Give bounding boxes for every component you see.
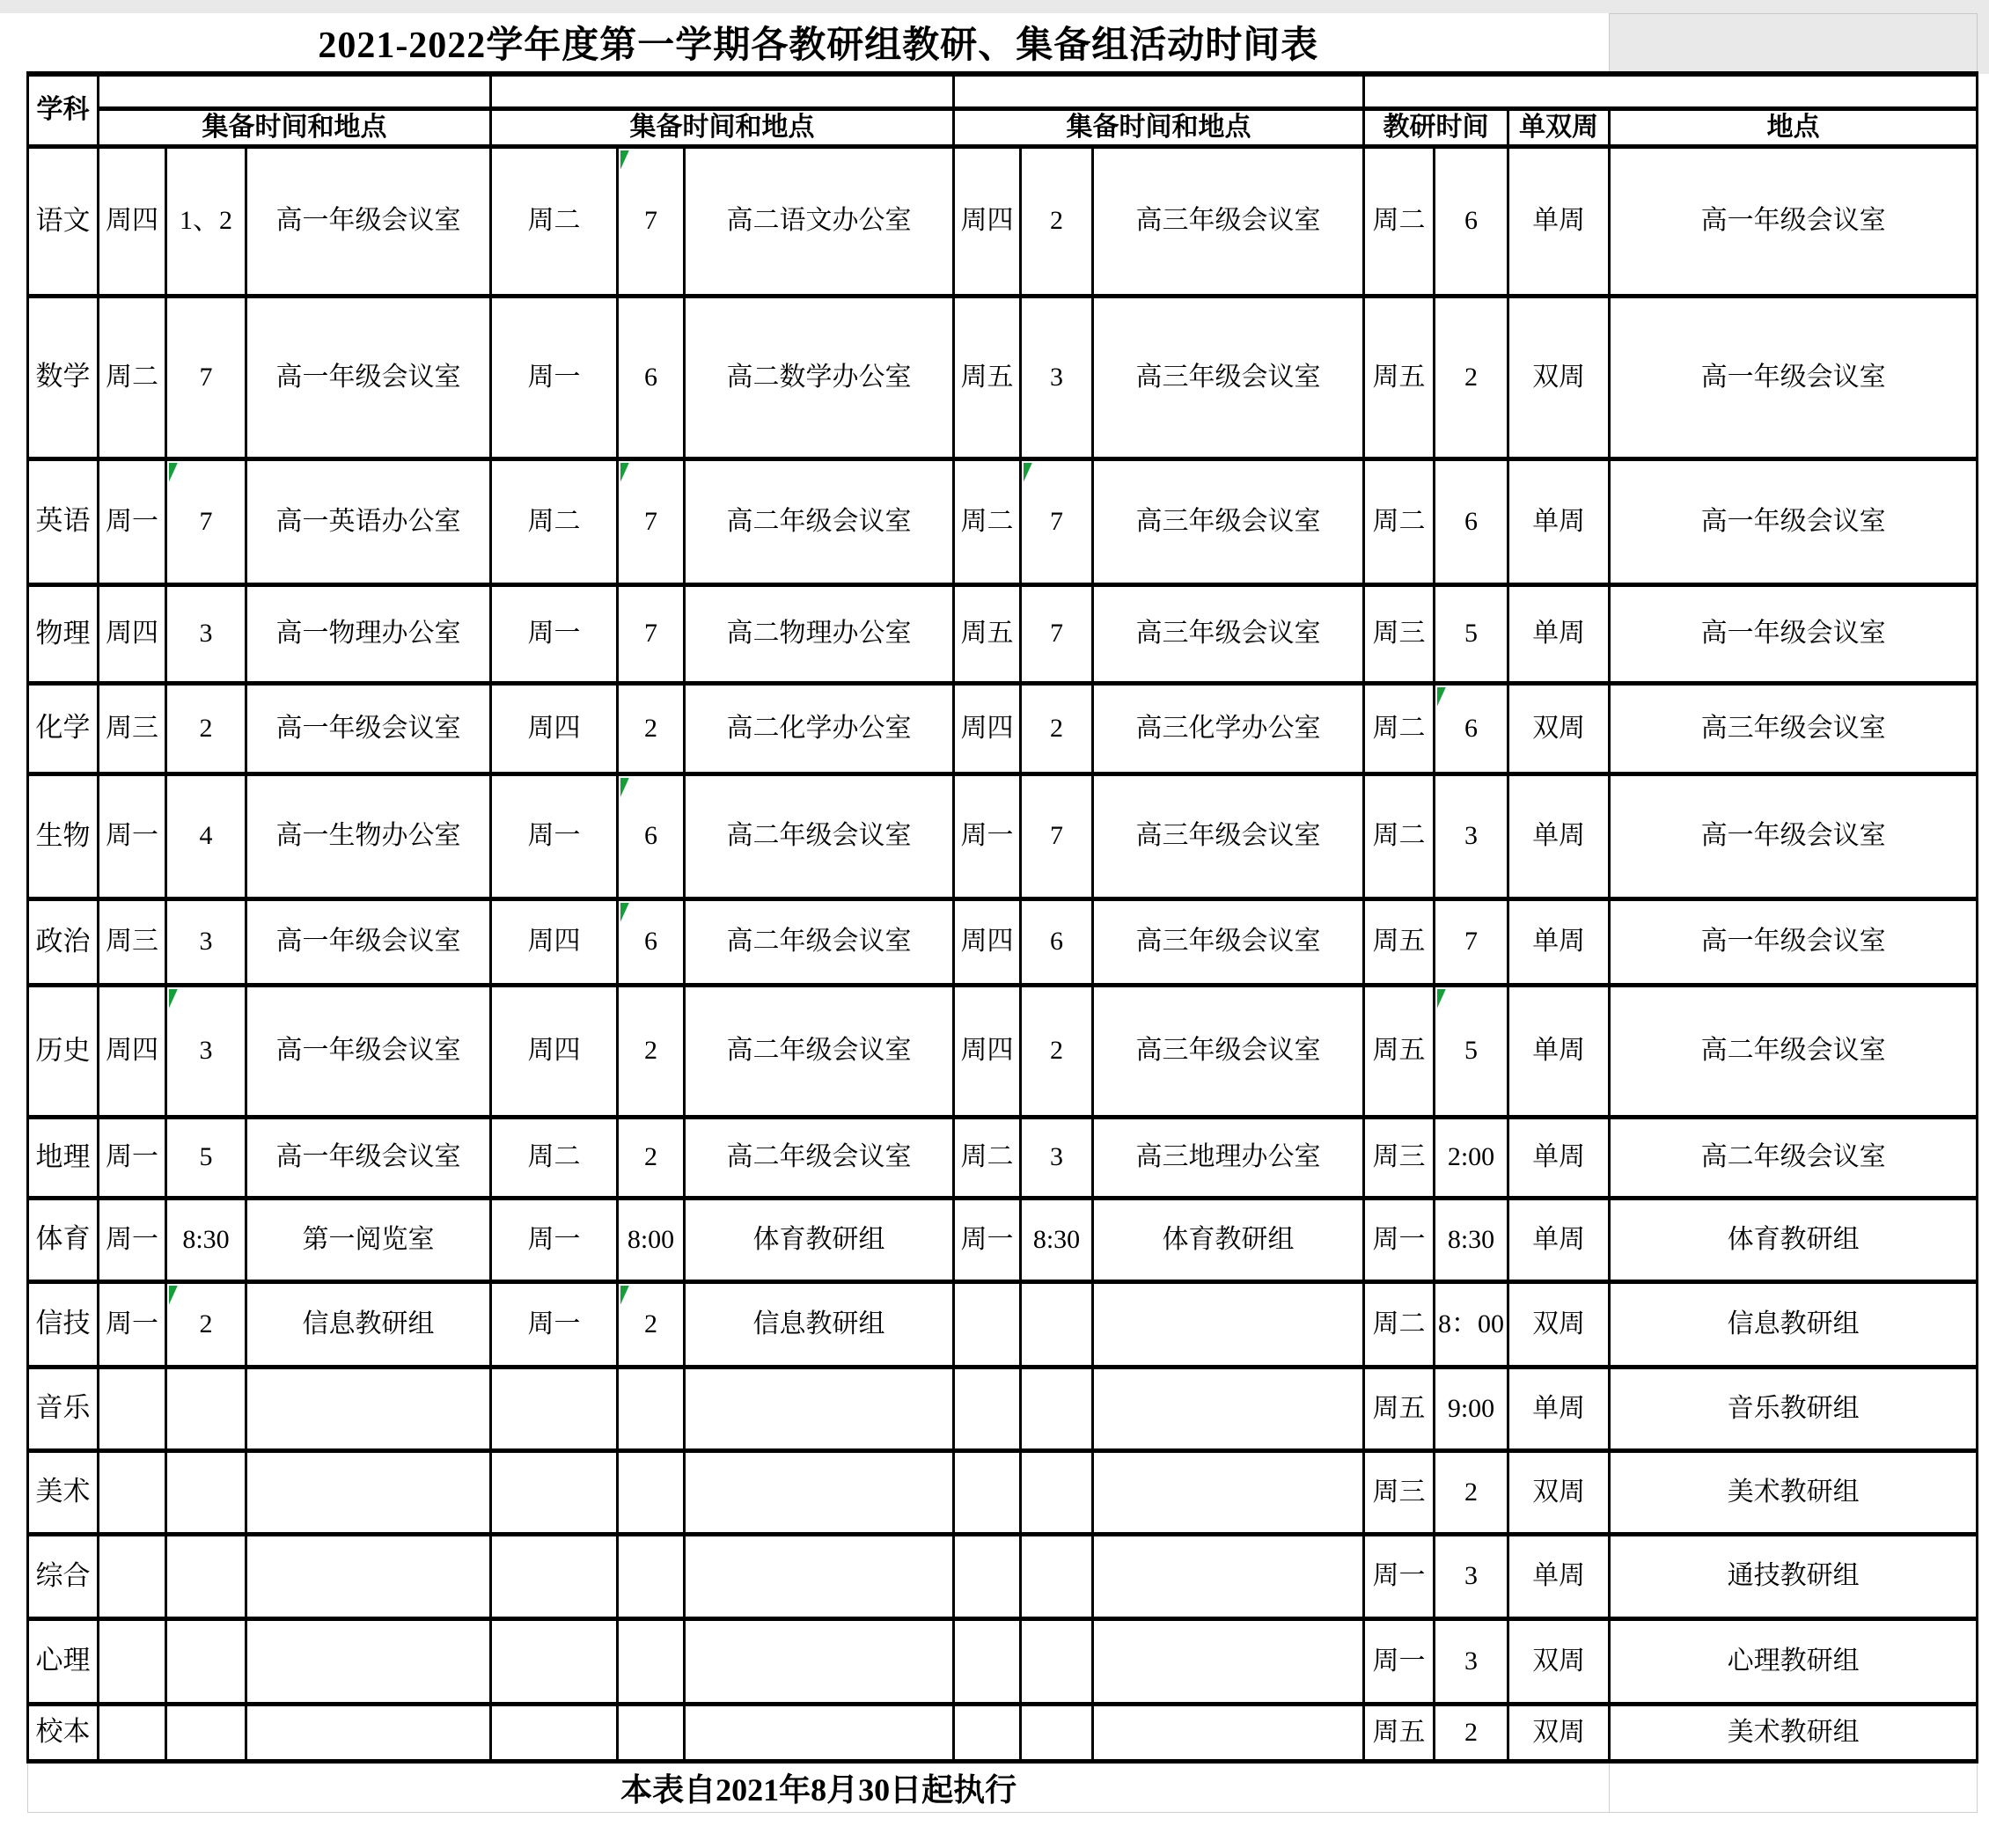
cell-lishi-jy-day: 周五	[1364, 985, 1435, 1117]
table-row-yuwen	[28, 146, 1978, 296]
cell-meishu-jb2-place	[685, 1450, 954, 1534]
cell-zhengzhi-jb2-day: 周四	[491, 898, 618, 985]
cell-huaxue-jb2-day: 周四	[491, 683, 618, 774]
cell-yuwen-jb1-day: 周四	[99, 146, 166, 296]
header-place: 地点	[1610, 109, 1978, 147]
text-format-indicator-icon	[1437, 687, 1446, 707]
page-title: 2021-2022学年度第一学期各教研组教研、集备组活动时间表	[28, 14, 1610, 74]
cell-zonghe-subject: 综合	[28, 1534, 99, 1618]
cell-lishi-jb1-day: 周四	[99, 985, 166, 1117]
cell-wuli-subject: 物理	[28, 584, 99, 683]
cell-tiyu-jb1-place: 第一阅览室	[246, 1198, 491, 1281]
cell-yuwen-jy-day: 周二	[1364, 146, 1435, 296]
cell-yuwen-week-type: 单周	[1508, 146, 1610, 296]
cell-tiyu-jy-time: 8:30	[1435, 1198, 1508, 1281]
cell-dili-jb3-period: 3	[1021, 1117, 1093, 1198]
cell-meishu-jb2-day	[491, 1450, 618, 1534]
cell-tiyu-jb3-place: 体育教研组	[1093, 1198, 1364, 1281]
cell-yingyu-jb1-period: 7	[166, 458, 246, 584]
cell-wuli-jb2-place: 高二物理办公室	[685, 584, 954, 683]
cell-lishi-jb3-period: 2	[1021, 985, 1093, 1117]
cell-zonghe-jb1-period	[166, 1534, 246, 1618]
cell-zonghe-jb3-place	[1093, 1534, 1364, 1618]
cell-yuwen-jb3-day: 周四	[954, 146, 1021, 296]
text-format-indicator-icon	[169, 463, 178, 482]
cell-dili-jy-time: 2:00	[1435, 1117, 1508, 1198]
cell-xiaoben-jb3-place	[1093, 1704, 1364, 1761]
cell-lishi-jb2-place: 高二年级会议室	[685, 985, 954, 1117]
cell-xiaoben-jb2-period	[618, 1704, 685, 1761]
activity-schedule-table	[26, 13, 1978, 1813]
cell-dili-jy-place: 高二年级会议室	[1610, 1117, 1978, 1198]
cell-huaxue-jb3-period: 2	[1021, 683, 1093, 774]
header-spacer-group2	[491, 74, 954, 109]
cell-shengwu-jb2-period: 6	[618, 774, 685, 898]
cell-wuli-jy-day: 周三	[1364, 584, 1435, 683]
cell-xinji-jb1-day: 周一	[99, 1281, 166, 1367]
cell-zonghe-jy-day: 周一	[1364, 1534, 1435, 1618]
cell-yingyu-jb3-place: 高三年级会议室	[1093, 458, 1364, 584]
cell-yuwen-jb3-place: 高三年级会议室	[1093, 146, 1364, 296]
header-row-top	[28, 74, 1978, 109]
cell-yinyue-jb2-day	[491, 1367, 618, 1450]
cell-zhengzhi-subject: 政治	[28, 898, 99, 985]
cell-lishi-jy-time: 5	[1435, 985, 1508, 1117]
cell-tiyu-jb2-place: 体育教研组	[685, 1198, 954, 1281]
text-format-indicator-icon	[620, 150, 629, 170]
cell-shuxue-jb3-period: 3	[1021, 296, 1093, 458]
cell-wuli-jb3-period: 7	[1021, 584, 1093, 683]
cell-meishu-jy-time: 2	[1435, 1450, 1508, 1534]
cell-shengwu-jb1-day: 周一	[99, 774, 166, 898]
cell-xinli-week-type: 双周	[1508, 1618, 1610, 1704]
cell-huaxue-jy-place: 高三年级会议室	[1610, 683, 1978, 774]
cell-yinyue-jb1-place	[246, 1367, 491, 1450]
cell-lishi-week-type: 单周	[1508, 985, 1610, 1117]
cell-zhengzhi-jb1-period: 3	[166, 898, 246, 985]
cell-huaxue-jb1-period: 2	[166, 683, 246, 774]
cell-shengwu-jb3-place: 高三年级会议室	[1093, 774, 1364, 898]
cell-yinyue-jy-place: 音乐教研组	[1610, 1367, 1978, 1450]
header-research-time: 教研时间	[1364, 109, 1508, 147]
table-row-yinyue	[28, 1367, 1978, 1450]
cell-shuxue-jb3-place: 高三年级会议室	[1093, 296, 1364, 458]
cell-shuxue-jy-day: 周五	[1364, 296, 1435, 458]
text-format-indicator-icon	[620, 778, 629, 797]
cell-meishu-jb1-place	[246, 1450, 491, 1534]
cell-dili-jb2-period: 2	[618, 1117, 685, 1198]
title-row	[28, 14, 1978, 74]
cell-xinli-jy-place: 心理教研组	[1610, 1618, 1978, 1704]
cell-tiyu-jy-day: 周一	[1364, 1198, 1435, 1281]
cell-dili-jb2-day: 周二	[491, 1117, 618, 1198]
cell-dili-jb3-day: 周二	[954, 1117, 1021, 1198]
cell-meishu-week-type: 双周	[1508, 1450, 1610, 1534]
cell-lishi-jb2-day: 周四	[491, 985, 618, 1117]
cell-dili-jb2-place: 高二年级会议室	[685, 1117, 954, 1198]
cell-xinji-jb1-place: 信息教研组	[246, 1281, 491, 1367]
cell-xinji-jb2-place: 信息教研组	[685, 1281, 954, 1367]
cell-yinyue-week-type: 单周	[1508, 1367, 1610, 1450]
cell-zhengzhi-jy-time: 7	[1435, 898, 1508, 985]
cell-shengwu-subject: 生物	[28, 774, 99, 898]
cell-xinli-jb3-day	[954, 1618, 1021, 1704]
cell-shuxue-jb1-place: 高一年级会议室	[246, 296, 491, 458]
cell-xiaoben-jb1-place	[246, 1704, 491, 1761]
cell-tiyu-jb3-day: 周一	[954, 1198, 1021, 1281]
cell-wuli-week-type: 单周	[1508, 584, 1610, 683]
cell-zonghe-jy-time: 3	[1435, 1534, 1508, 1618]
cell-huaxue-jb1-place: 高一年级会议室	[246, 683, 491, 774]
header-subject: 学科	[28, 74, 99, 147]
cell-lishi-jb3-day: 周四	[954, 985, 1021, 1117]
cell-yinyue-jb3-day	[954, 1367, 1021, 1450]
cell-dili-jb1-day: 周一	[99, 1117, 166, 1198]
header-week-type: 单双周	[1508, 109, 1610, 147]
cell-huaxue-jb3-day: 周四	[954, 683, 1021, 774]
cell-shengwu-jb1-place: 高一生物办公室	[246, 774, 491, 898]
cell-yinyue-jb1-period	[166, 1367, 246, 1450]
header-group2: 集备时间和地点	[491, 109, 954, 147]
cell-yinyue-jb2-period	[618, 1367, 685, 1450]
table-row-zhengzhi	[28, 898, 1978, 985]
cell-xinji-jy-place: 信息教研组	[1610, 1281, 1978, 1367]
cell-yingyu-jb2-period: 7	[618, 458, 685, 584]
cell-xinji-jb3-place	[1093, 1281, 1364, 1367]
cell-xiaoben-jb3-day	[954, 1704, 1021, 1761]
spreadsheet-top-margin	[0, 0, 1989, 13]
cell-xiaoben-jb2-place	[685, 1704, 954, 1761]
cell-xinji-jb3-day	[954, 1281, 1021, 1367]
cell-yingyu-week-type: 单周	[1508, 458, 1610, 584]
cell-tiyu-jb3-period: 8:30	[1021, 1198, 1093, 1281]
cell-dili-subject: 地理	[28, 1117, 99, 1198]
cell-shuxue-jb1-period: 7	[166, 296, 246, 458]
cell-yuwen-jb3-period: 2	[1021, 146, 1093, 296]
cell-yuwen-jb2-period: 7	[618, 146, 685, 296]
cell-zhengzhi-jb2-period: 6	[618, 898, 685, 985]
table-row-wuli	[28, 584, 1978, 683]
cell-shengwu-jb2-day: 周一	[491, 774, 618, 898]
cell-wuli-jb1-period: 3	[166, 584, 246, 683]
cell-wuli-jy-place: 高一年级会议室	[1610, 584, 1978, 683]
cell-xiaoben-subject: 校本	[28, 1704, 99, 1761]
cell-yingyu-jy-day: 周二	[1364, 458, 1435, 584]
cell-yingyu-jb1-day: 周一	[99, 458, 166, 584]
cell-zonghe-jb2-day	[491, 1534, 618, 1618]
cell-zhengzhi-jb3-period: 6	[1021, 898, 1093, 985]
cell-meishu-jb1-period	[166, 1450, 246, 1534]
header-spacer-group3	[954, 74, 1364, 109]
cell-shengwu-jy-time: 3	[1435, 774, 1508, 898]
cell-xinli-jy-day: 周一	[1364, 1618, 1435, 1704]
cell-xinli-subject: 心理	[28, 1618, 99, 1704]
cell-meishu-jy-day: 周三	[1364, 1450, 1435, 1534]
cell-wuli-jb2-period: 7	[618, 584, 685, 683]
cell-tiyu-jb1-period: 8:30	[166, 1198, 246, 1281]
cell-yinyue-jy-day: 周五	[1364, 1367, 1435, 1450]
cell-meishu-jb3-place	[1093, 1450, 1364, 1534]
cell-zhengzhi-jb3-day: 周四	[954, 898, 1021, 985]
cell-yingyu-jy-place: 高一年级会议室	[1610, 458, 1978, 584]
cell-shuxue-jy-time: 2	[1435, 296, 1508, 458]
cell-xiaoben-jy-time: 2	[1435, 1704, 1508, 1761]
title-side-empty-cell	[1610, 14, 1978, 74]
cell-meishu-jb3-period	[1021, 1450, 1093, 1534]
text-format-indicator-icon	[1024, 463, 1032, 482]
footer-side-empty-cell	[1610, 1761, 1978, 1812]
table-row-xinji	[28, 1281, 1978, 1367]
cell-lishi-jb3-place: 高三年级会议室	[1093, 985, 1364, 1117]
cell-lishi-jb1-place: 高一年级会议室	[246, 985, 491, 1117]
cell-wuli-jb3-place: 高三年级会议室	[1093, 584, 1364, 683]
cell-zhengzhi-jy-place: 高一年级会议室	[1610, 898, 1978, 985]
cell-shengwu-jb1-period: 4	[166, 774, 246, 898]
table-row-dili	[28, 1117, 1978, 1198]
cell-xiaoben-jb2-day	[491, 1704, 618, 1761]
cell-dili-jb3-place: 高三地理办公室	[1093, 1117, 1364, 1198]
cell-yingyu-jb3-period: 7	[1021, 458, 1093, 584]
cell-yinyue-jb1-day	[99, 1367, 166, 1450]
cell-xinli-jy-time: 3	[1435, 1618, 1508, 1704]
cell-meishu-jb3-day	[954, 1450, 1021, 1534]
cell-yinyue-jb2-place	[685, 1367, 954, 1450]
cell-lishi-jy-place: 高二年级会议室	[1610, 985, 1978, 1117]
cell-shengwu-week-type: 单周	[1508, 774, 1610, 898]
cell-huaxue-week-type: 双周	[1508, 683, 1610, 774]
table-row-huaxue	[28, 683, 1978, 774]
header-group3: 集备时间和地点	[954, 109, 1364, 147]
cell-yuwen-jb1-period: 1、2	[166, 146, 246, 296]
cell-shuxue-week-type: 双周	[1508, 296, 1610, 458]
cell-xinji-subject: 信技	[28, 1281, 99, 1367]
cell-xiaoben-jb1-period	[166, 1704, 246, 1761]
cell-xinli-jb2-period	[618, 1618, 685, 1704]
cell-shengwu-jb3-period: 7	[1021, 774, 1093, 898]
cell-xinli-jb1-place	[246, 1618, 491, 1704]
cell-xinji-jb2-period: 2	[618, 1281, 685, 1367]
cell-xinli-jb2-place	[685, 1618, 954, 1704]
cell-xinji-jb3-period	[1021, 1281, 1093, 1367]
cell-shengwu-jb3-day: 周一	[954, 774, 1021, 898]
cell-xiaoben-jy-place: 美术教研组	[1610, 1704, 1978, 1761]
text-format-indicator-icon	[620, 463, 629, 482]
table-row-yingyu	[28, 458, 1978, 584]
table-row-xiaoben	[28, 1704, 1978, 1761]
footer-note: 本表自2021年8月30日起执行	[28, 1761, 1610, 1812]
cell-shuxue-jb2-period: 6	[618, 296, 685, 458]
text-format-indicator-icon	[620, 903, 629, 922]
cell-xiaoben-week-type: 双周	[1508, 1704, 1610, 1761]
cell-yingyu-jy-time: 6	[1435, 458, 1508, 584]
text-format-indicator-icon	[1437, 989, 1446, 1008]
text-format-indicator-icon	[620, 1286, 629, 1305]
cell-zonghe-jb1-day	[99, 1534, 166, 1618]
cell-zonghe-jb2-place	[685, 1534, 954, 1618]
cell-tiyu-subject: 体育	[28, 1198, 99, 1281]
cell-yingyu-jb2-day: 周二	[491, 458, 618, 584]
cell-xinji-jb2-day: 周一	[491, 1281, 618, 1367]
cell-yinyue-jy-time: 9:00	[1435, 1367, 1508, 1450]
cell-huaxue-jb2-place: 高二化学办公室	[685, 683, 954, 774]
cell-yuwen-jb2-place: 高二语文办公室	[685, 146, 954, 296]
cell-yingyu-jb1-place: 高一英语办公室	[246, 458, 491, 584]
cell-shuxue-jy-place: 高一年级会议室	[1610, 296, 1978, 458]
cell-xinji-jb1-period: 2	[166, 1281, 246, 1367]
cell-yuwen-jy-place: 高一年级会议室	[1610, 146, 1978, 296]
cell-zhengzhi-jb3-place: 高三年级会议室	[1093, 898, 1364, 985]
cell-yinyue-jb3-period	[1021, 1367, 1093, 1450]
cell-tiyu-jb2-day: 周一	[491, 1198, 618, 1281]
cell-zonghe-week-type: 单周	[1508, 1534, 1610, 1618]
cell-zonghe-jb3-day	[954, 1534, 1021, 1618]
cell-yuwen-subject: 语文	[28, 146, 99, 296]
header-group1: 集备时间和地点	[99, 109, 491, 147]
cell-wuli-jy-time: 5	[1435, 584, 1508, 683]
cell-yingyu-jb2-place: 高二年级会议室	[685, 458, 954, 584]
text-format-indicator-icon	[169, 989, 178, 1008]
cell-zonghe-jy-place: 通技教研组	[1610, 1534, 1978, 1618]
cell-dili-jb1-period: 5	[166, 1117, 246, 1198]
cell-dili-week-type: 单周	[1508, 1117, 1610, 1198]
cell-zonghe-jb1-place	[246, 1534, 491, 1618]
cell-yuwen-jb1-place: 高一年级会议室	[246, 146, 491, 296]
cell-xiaoben-jb3-period	[1021, 1704, 1093, 1761]
cell-wuli-jb3-day: 周五	[954, 584, 1021, 683]
table-row-tiyu	[28, 1198, 1978, 1281]
header-row-labels	[28, 109, 1978, 147]
table-row-meishu	[28, 1450, 1978, 1534]
cell-dili-jb1-place: 高一年级会议室	[246, 1117, 491, 1198]
table-row-zonghe	[28, 1534, 1978, 1618]
cell-huaxue-jy-day: 周二	[1364, 683, 1435, 774]
cell-huaxue-subject: 化学	[28, 683, 99, 774]
cell-wuli-jb2-day: 周一	[491, 584, 618, 683]
cell-yingyu-subject: 英语	[28, 458, 99, 584]
cell-tiyu-jb1-day: 周一	[99, 1198, 166, 1281]
cell-zonghe-jb3-period	[1021, 1534, 1093, 1618]
cell-tiyu-jb2-period: 8:00	[618, 1198, 685, 1281]
cell-xinli-jb1-period	[166, 1618, 246, 1704]
cell-xiaoben-jb1-day	[99, 1704, 166, 1761]
text-format-indicator-icon	[169, 1286, 178, 1305]
cell-meishu-subject: 美术	[28, 1450, 99, 1534]
cell-shuxue-jb2-day: 周一	[491, 296, 618, 458]
cell-meishu-jb1-day	[99, 1450, 166, 1534]
cell-yuwen-jy-time: 6	[1435, 146, 1508, 296]
table-row-shuxue	[28, 296, 1978, 458]
cell-shuxue-jb1-day: 周二	[99, 296, 166, 458]
cell-yingyu-jb3-day: 周二	[954, 458, 1021, 584]
cell-lishi-jb1-period: 3	[166, 985, 246, 1117]
cell-yuwen-jb2-day: 周二	[491, 146, 618, 296]
header-spacer-group1	[99, 74, 491, 109]
cell-shengwu-jy-day: 周二	[1364, 774, 1435, 898]
cell-wuli-jb1-place: 高一物理办公室	[246, 584, 491, 683]
cell-shengwu-jy-place: 高一年级会议室	[1610, 774, 1978, 898]
cell-xinji-jy-time: 8：00	[1435, 1281, 1508, 1367]
table-row-shengwu	[28, 774, 1978, 898]
cell-zhengzhi-jb2-place: 高二年级会议室	[685, 898, 954, 985]
cell-yinyue-jb3-place	[1093, 1367, 1364, 1450]
cell-shengwu-jb2-place: 高二年级会议室	[685, 774, 954, 898]
footer-row	[28, 1761, 1978, 1812]
table-row-xinli	[28, 1618, 1978, 1704]
cell-zhengzhi-week-type: 单周	[1508, 898, 1610, 985]
cell-dili-jy-day: 周三	[1364, 1117, 1435, 1198]
cell-meishu-jb2-period	[618, 1450, 685, 1534]
cell-lishi-subject: 历史	[28, 985, 99, 1117]
cell-xinji-week-type: 双周	[1508, 1281, 1610, 1367]
cell-yinyue-subject: 音乐	[28, 1367, 99, 1450]
cell-zhengzhi-jb1-day: 周三	[99, 898, 166, 985]
cell-xinli-jb2-day	[491, 1618, 618, 1704]
cell-zonghe-jb2-period	[618, 1534, 685, 1618]
cell-xinli-jb3-period	[1021, 1618, 1093, 1704]
cell-xinli-jb1-day	[99, 1618, 166, 1704]
cell-huaxue-jb3-place: 高三化学办公室	[1093, 683, 1364, 774]
cell-lishi-jb2-period: 2	[618, 985, 685, 1117]
cell-zhengzhi-jy-day: 周五	[1364, 898, 1435, 985]
cell-shuxue-jb2-place: 高二数学办公室	[685, 296, 954, 458]
cell-tiyu-jy-place: 体育教研组	[1610, 1198, 1978, 1281]
cell-huaxue-jb1-day: 周三	[99, 683, 166, 774]
header-spacer-right	[1364, 74, 1978, 109]
table-row-lishi	[28, 985, 1978, 1117]
cell-shuxue-jb3-day: 周五	[954, 296, 1021, 458]
cell-meishu-jy-place: 美术教研组	[1610, 1450, 1978, 1534]
cell-shuxue-subject: 数学	[28, 296, 99, 458]
cell-xinji-jy-day: 周二	[1364, 1281, 1435, 1367]
cell-huaxue-jy-time: 6	[1435, 683, 1508, 774]
cell-tiyu-week-type: 单周	[1508, 1198, 1610, 1281]
cell-huaxue-jb2-period: 2	[618, 683, 685, 774]
cell-xinli-jb3-place	[1093, 1618, 1364, 1704]
cell-wuli-jb1-day: 周四	[99, 584, 166, 683]
cell-xiaoben-jy-day: 周五	[1364, 1704, 1435, 1761]
cell-zhengzhi-jb1-place: 高一年级会议室	[246, 898, 491, 985]
